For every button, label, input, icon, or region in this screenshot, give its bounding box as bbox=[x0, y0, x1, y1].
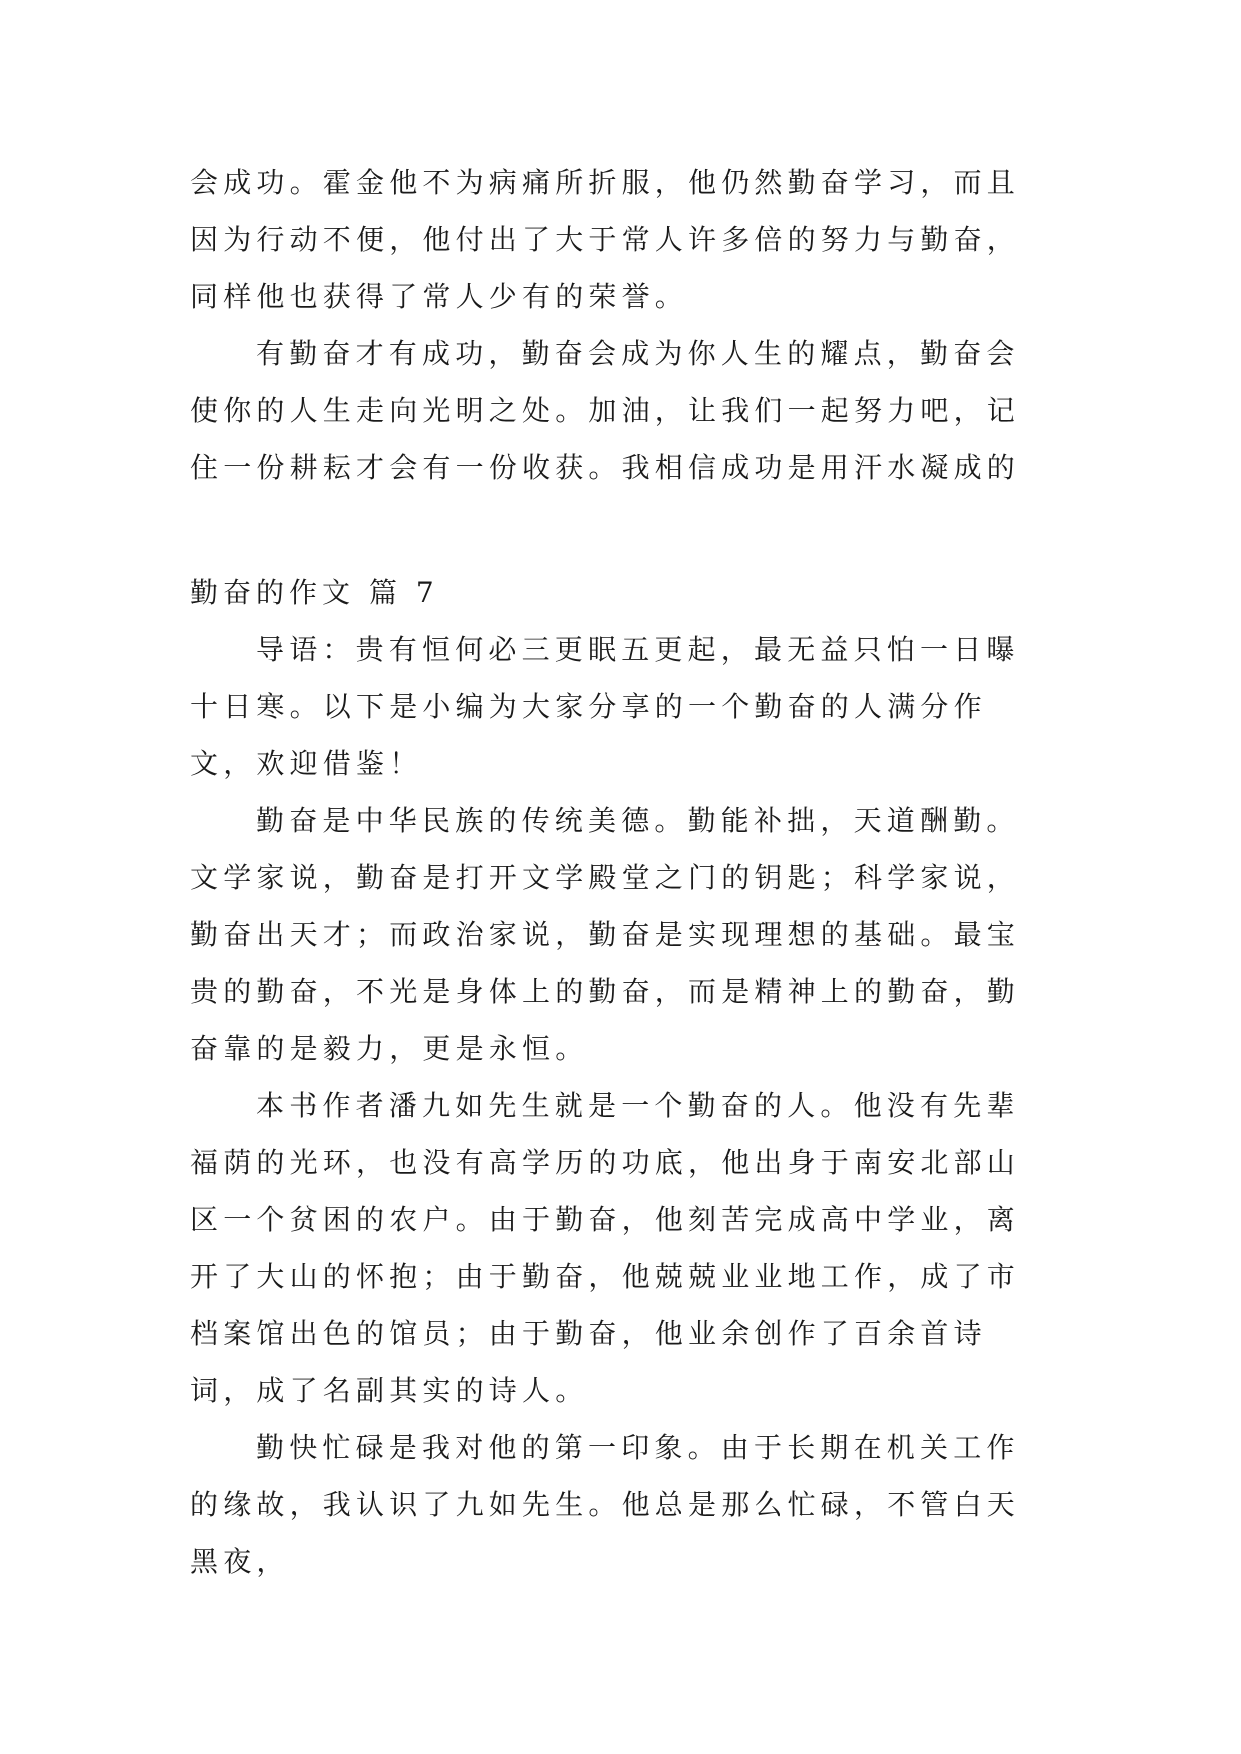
paragraph: 本书作者潘九如先生就是一个勤奋的人。他没有先辈福荫的光环，也没有高学历的功底，他出身于南安北部山区一个贫困的农户。由于勤奋，他刻苦完成高中学业，离开了大山的怀抱；由于勤奋，他兢兢业业地工作，成了市档案馆出色的馆员；由于勤奋，他业余创作了百余首诗词，成了名副其实的诗人。 bbox=[190, 1089, 1021, 1407]
paragraph: 会成功。霍金他不为病痛所折服，他仍然勤奋学习，而且因为行动不便，他付出了大于常人许多倍的努力与勤奋，同样他也获得了常人少有的荣誉。 bbox=[190, 166, 1021, 313]
paragraph: 勤快忙碌是我对他的第一印象。由于长期在机关工作的缘故，我认识了九如先生。他总是那么忙碌，不管白天黑夜， bbox=[190, 1431, 1021, 1578]
section-number: 篇 7 bbox=[369, 576, 439, 609]
paragraph: 勤奋是中华民族的传统美德。勤能补拙，天道酬勤。文学家说，勤奋是打开文学殿堂之门的钥匙；科学家说，勤奋出天才；而政治家说，勤奋是实现理想的基础。最宝贵的勤奋，不光是身体上的勤奋，而是精神上的勤奋，勤奋靠的是毅力，更是永恒。 bbox=[190, 804, 1021, 1065]
continued-text-block bbox=[190, 154, 1050, 496]
paragraph: 导语：贵有恒何必三更眠五更起，最无益只怕一日曝十日寒。以下是小编为大家分享的一个勤奋的人满分作文，欢迎借鉴！ bbox=[190, 633, 1020, 780]
section-heading bbox=[190, 564, 439, 621]
section-title: 勤奋的作文 bbox=[190, 576, 356, 609]
section-text-block bbox=[190, 621, 1050, 1590]
paragraph: 有勤奋才有成功，勤奋会成为你人生的耀点，勤奋会使你的人生走向光明之处。加油，让我们一起努力吧，记住一份耕耘才会有一份收获。我相信成功是用汗水凝成的 bbox=[190, 337, 1021, 484]
